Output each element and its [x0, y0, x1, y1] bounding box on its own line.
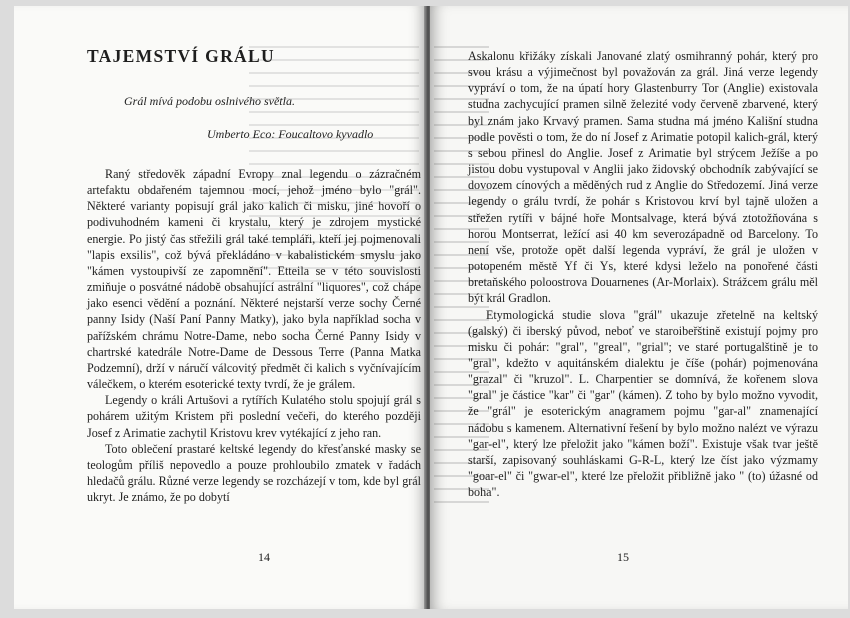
page-number: 15: [617, 550, 629, 564]
right-body-text: [468, 48, 818, 500]
paragraph: Askalonu křižáky získali Janované zlatý osmihranný pohár, který pro svou krásu a výjimečnost byl považován za grál. Jiná verze legendy vypráví o tom, že na úpatí hory Glastenburry Tor (Anglie) existovala studna zachycující pramen silně železité vody červeně zbarvené, který byl znám jako Krvavý pramen. Sama studna má jméno Kališní studna podle pověsti o tom, že do ní Josef z Arimatie potopil kalich-grál, který s sebou přinesl do Anglie. Josef z Arimatie byl strýcem Ježíše a po jistou dobu vystupoval v Anglii jako židovský obchodník zabývající se dovozem cínových a měděných rud z Anglie do Středozemí. Jiná verze legendy o grálu tvrdí, že pohár s Kristovou krví byl tajně uložen a střežen rytíři v bájné hoře Montsalvage, která bývá ztotožňována s horou Montserrat, ležící asi 40 km severozápadně od Barcelony. To není vše, protože opět další legenda vypráví, že grál je uložen v potopeném městě Yf či Ys, které kdysi leželo na ponořené části bretaňského poloostrova Douarnenes (Ar-Morlaix). Strážcem grálu měl být král Gradlon.: [468, 49, 818, 306]
chapter-title: TAJEMSTVÍ GRÁLU: [87, 46, 275, 66]
page-number: 14: [258, 550, 270, 564]
motto: Grál mívá podobu oslnivého světla.: [124, 94, 295, 108]
left-page: [14, 6, 425, 609]
motto-source: Umberto Eco: Foucaltovo kyvadlo: [207, 127, 374, 141]
paragraph: Legendy o králi Artušovi a rytířích Kulatého stolu spojují grál s pohárem užitým Kristem při poslední večeři, do kterého později Josef z Arimatie zachytil Kristovu krev vytékající z jeho ran.: [87, 393, 421, 440]
paragraph: Etymologická studie slova "grál" ukazuje zřetelně na keltský (galský) či iberský původ, neboť ve staroibeřštině existují pojmy pro misku či pohár: "gral", "greal", "grial"; ve staré portugalštině je to "gral", kdežto v aquitánském dialektu je číše (pohár) pojmenována "grazal" či "kruzol". L. Charpentier se domnívá, že kořenem slova "gral" je částice "kar" či "gar" (kámen). Z toho by bylo možno vyvodit, že "grál" je esoterickým anagramem pojmu "gar-al" znamenající nádobu s kamenem. Alternativní řešení by bylo možno nalézt ve výrazu "gar-el", který lze přeložit jako "kámen boží". Existuje však tvar ještě starší, zapisovaný souhláskami G-R-L, který lze číst jako výzmamy "goar-el" či "gwar-el", které lze přeložit přibližně jako " (to) úžasné od boha".: [468, 307, 818, 500]
paragraph: Toto oblečení prastaré keltské legendy do křesťanské masky se teologům příliš nepovedlo a pouze prohloubilo zmatek v řadách hledačů grálu. Různé verze legendy se rozcházejí v tom, kde byl grál ukryt. Je známo, že po dobytí: [87, 441, 421, 505]
left-body-text: [87, 166, 421, 505]
right-page: [430, 6, 848, 609]
paragraph: Raný středověk západní Evropy znal legendu o zázračném artefaktu obdařeném tajemnou mocí, jehož jméno bylo "grál". Některé varianty popisují grál jako kalich či misku, jiné hovoří o podivuhodném kameni či krystalu, který je zdrojem mystické energie. Po jistý čas střežili grál také templáři, kteří jej pojmenovali "lapis exsilis", což bývá překládáno v kabalistickém smyslu jako "kámen vystoupivší ze zapomnění". Etteila se v této souvislosti zmiňuje o posvátné nádobě obsahující astrální "liquores", což chápe jako esenci vědění a poznání. Některé nejstarší verze sochy Černé panny Isidy (Naší Paní Panny Matky), jako byla například socha v pařížském chrámu Notre-Dame, nebo socha Černé Panny Isidy v chartrské katedrále Notre-Dame de Dessous Terre (Panna Matka Podzemní), drží v náručí válcovitý předmět či kalich s vyčnívajícím válečkem, o kterém esoterické texty tvrdí, že je grálem.: [87, 167, 421, 392]
